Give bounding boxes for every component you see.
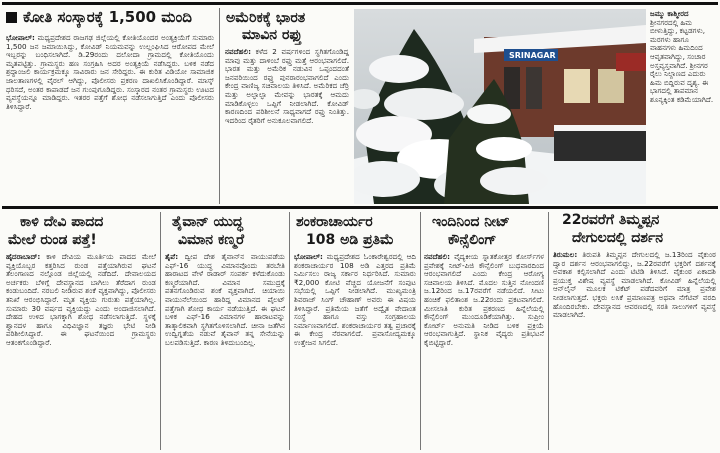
column-divider — [420, 212, 421, 450]
dateline: ಭೋಪಾಲ್: — [294, 253, 323, 261]
article-body: ಮಧ್ಯಪ್ರದೇಶದ ರಾಜಗಢ ಜಿಲ್ಲೆಯಲ್ಲಿ ಕೋತಿಯೊಂದರ ಅಂತ್ಯಕ್ರಿಯೆಗೆ ಸುಮಾರು 1,500 ಜನ ಜಮಾಯಿಸಿದ್ದು, ಕೋವಿಡ್ ನಿಯಮವನ್ನು ಉಲ್ಲಂಘಿಸಿದ ಆರೋಪದ ಮೇಲೆ ಇಬ್ಬರನ್ನು ಬಂಧಿಸಲಾಗಿದೆ. ಡಿ.29ರಂದು ದಲೋದಾ ಗ್ರಾಮದಲ್ಲಿ ಕೋತಿಯೊಂದು ಮೃತಪಟ್ಟಿತ್ತು. ಗ್ರಾಮಸ್ಥರು ಹಣ ಸಂಗ್ರಹಿಸಿ ಅದರ ಅಂತ್ಯಕ್ರಿಯೆ ನಡೆಸಿದ್ದರು. ಬಳಿಕ ನಡೆದ ಶ್ರದ್ಧಾಂಜಲಿ ಕಾರ್ಯಕ್ರಮಕ್ಕೂ ಸಾವಿರಾರು ಜನ ಸೇರಿದ್ದರು. ಈ ಕುರಿತ ವಿಡಿಯೋ ಸಾಮಾಜಿಕ ಜಾಲತಾಣಗಳಲ್ಲಿ ವೈರಲ್ ಆಗಿದ್ದು, ಪೊಲೀಸರು ಪ್ರಕರಣ ದಾಖಲಿಸಿಕೊಂಡಿದ್ದಾರೆ. ಮಾಸ್ಕ್ ಧರಿಸದೆ, ಅಂತರ ಕಾಪಾಡದೆ ಜನ ಗುಂಪುಗೂಡಿದ್ದರು. ಸಂಸ್ಕಾರದ ನಂತರ ಗ್ರಾಮಸ್ಥರು ಊಟದ ವ್ಯವಸ್ಥೆಯನ್ನೂ ಮಾಡಿದ್ದರು. ಇತರರ ಪತ್ತೆಗೆ ಶೋಧ ನಡೆಸಲಾಗುತ್ತಿದೆ ಎಂದು ಪೊಲೀಸರು ತಿಳಿಸಿದ್ದಾರೆ. — [6, 34, 214, 111]
article-taiwan-jet — [165, 253, 285, 451]
headline-line-1: ಶಂಕರಾಚಾರ್ಯರ — [296, 214, 373, 230]
headline-line-1: ಇಂದಿನಿಂದ ನೀಟ್ — [432, 214, 510, 230]
article-body: ದ್ವೀಪ ದೇಶ ತೈವಾನ್‌ನ ವಾಯುಪಡೆಯ ಎಫ್-16 ಯುದ್ಧ ವಿಮಾನವೊಂದು ತರಬೇತಿ ಹಾರಾಟದ ವೇಳೆ ರಾಡಾರ್ ಸಂಪರ್ಕ ಕಳೆದುಕೊಂಡು ಕಣ್ಮರೆಯಾಗಿದೆ. ವಿಮಾನ ಸಮುದ್ರಕ್ಕೆ ಪತನಗೊಂಡಿರುವ ಶಂಕೆ ವ್ಯಕ್ತವಾಗಿದೆ. ಚಿಯಾಯಿ ವಾಯುನೆಲೆಯಿಂದ ಹಾರಿದ್ದ ವಿಮಾನದ ಪೈಲಟ್ ಪತ್ತೆಗಾಗಿ ಶೋಧ ಕಾರ್ಯ ನಡೆಯುತ್ತಿದೆ. ಈ ಘಟನೆ ಬಳಿಕ ಎಫ್-16 ವಿಮಾನಗಳ ಹಾರಾಟವನ್ನು ತಾತ್ಕಾಲಿಕವಾಗಿ ಸ್ಥಗಿತಗೊಳಿಸಲಾಗಿದೆ. ಚೀನಾ ಜತೆಗಿನ ಉದ್ವಿಗ್ನತೆಯ ನಡುವೆ ತೈವಾನ್ ತನ್ನ ಸೇನೆಯನ್ನು ಬಲಪಡಿಸುತ್ತಿದೆ. ಕಾರಣ ತಿಳಿದುಬಂದಿಲ್ಲ. — [165, 253, 285, 347]
headline-line-2: ದೇಗುಲದಲ್ಲಿ ದರ್ಶನ — [572, 230, 663, 246]
snow-photo — [354, 9, 646, 204]
column-divider — [548, 212, 549, 450]
headline-line-2: ಕೌನ್ಸೆಲಿಂಗ್ — [448, 232, 497, 248]
station-sign: SRINAGAR — [509, 51, 556, 60]
headline-text: ಕೋತಿ ಸಂಸ್ಕಾರಕ್ಕೆ 1,500 ಮಂದಿ — [23, 8, 192, 26]
column-divider — [160, 212, 161, 450]
headline-line-2: 108 ಅಡಿ ಪ್ರತಿಮೆ — [306, 232, 394, 248]
article-body: ಕಾಳಿ ದೇವಿಯ ಮೂರ್ತಿಯ ಪಾದದ ಮೇಲೆ ವ್ಯಕ್ತಿಯೊಬ್ಬರ ಕತ್ತರಿಸಿದ ರುಂಡ ಪತ್ತೆಯಾಗಿರುವ ಘಟನೆ ತೆಲಂಗಾಣದ ನಲ್ಗೊಂಡ ಜಿಲ್ಲೆಯಲ್ಲಿ ನಡೆದಿದೆ. ದೇವಾಲಯದ ಅರ್ಚಕರು ಬೆಳಿಗ್ಗೆ ದೇವಸ್ಥಾನದ ಬಾಗಿಲು ತೆರೆದಾಗ ರುಂಡ ಕಂಡುಬಂದಿದೆ. ನರಬಲಿ ನೀಡಿರುವ ಶಂಕೆ ವ್ಯಕ್ತವಾಗಿದ್ದು, ಪೊಲೀಸರು ತನಿಖೆ ಆರಂಭಿಸಿದ್ದಾರೆ. ಮೃತ ವ್ಯಕ್ತಿಯ ಗುರುತು ಪತ್ತೆಯಾಗಿಲ್ಲ. ಸುಮಾರು 30 ವರ್ಷದ ವ್ಯಕ್ತಿಯದ್ದು ಎಂದು ಅಂದಾಜಿಸಲಾಗಿದೆ. ದೇಹದ ಉಳಿದ ಭಾಗಕ್ಕಾಗಿ ಶೋಧ ನಡೆಸಲಾಗುತ್ತಿದೆ. ಸ್ಥಳಕ್ಕೆ ಶ್ವಾನದಳ ಹಾಗೂ ವಿಧಿವಿಜ್ಞಾನ ತಜ್ಞರು ಭೇಟಿ ನೀಡಿ ಪರಿಶೀಲಿಸಿದ್ದಾರೆ. ಈ ಘಟನೆಯಿಂದ ಗ್ರಾಮಸ್ಥರು ಆತಂಕಗೊಂಡಿದ್ದಾರೆ. — [6, 253, 156, 347]
top-rule — [2, 2, 718, 5]
dateline: ಹೈದರಾಬಾದ್: — [6, 253, 41, 261]
photo-caption — [650, 10, 716, 202]
headline-taiwan-jet — [172, 213, 244, 249]
dateline: ತಿರುಮಲ: — [553, 251, 578, 259]
dateline: ತೈಪೆ: — [165, 253, 179, 261]
headline-bullet — [6, 12, 17, 23]
headline-line-1: ತೈವಾನ್ ಯುದ್ಧ — [172, 214, 244, 230]
article-tirumala-darshan — [553, 251, 716, 451]
headline-kali-temple — [8, 213, 103, 249]
dateline: ನವದೆಹಲಿ: — [225, 48, 251, 56]
headline-tirumala-darshan — [562, 211, 663, 247]
headline-line-2: ವಿಮಾನ ಕಣ್ಮರೆ — [178, 232, 245, 248]
headline-line-1: 22ರವರೆಗೆ ತಿಮ್ಮಪ್ಪನ — [562, 212, 660, 228]
article-shankaracharya — [294, 253, 416, 451]
dateline: ಭೋಪಾಲ್: — [6, 34, 35, 42]
headline-line-1: ಕಾಳಿ ದೇವಿ ಪಾದದ — [20, 214, 104, 230]
article-body: ವೈದ್ಯಕೀಯ ಸ್ನಾತಕೋತ್ತರ ಕೋರ್ಸ್‌ಗಳ ಪ್ರವೇಶಕ್ಕೆ ನೀಟ್-ಪಿಜಿ ಕೌನ್ಸೆಲಿಂಗ್ ಬುಧವಾರದಿಂದ ಆರಂಭವಾಗಲಿದೆ ಎಂದು ಕೇಂದ್ರ ಆರೋಗ್ಯ ಸಚಿವಾಲಯ ತಿಳಿಸಿದೆ. ಮೊದಲ ಸುತ್ತಿನ ನೋಂದಣಿ ಜ.12ರಿಂದ ಜ.17ರವರೆಗೆ ನಡೆಯಲಿದೆ. ಸೀಟು ಹಂಚಿಕೆ ಫಲಿತಾಂಶ ಜ.22ರಂದು ಪ್ರಕಟವಾಗಲಿದೆ. ಮೀಸಲಾತಿ ಕುರಿತ ಪ್ರಕರಣದ ಹಿನ್ನೆಲೆಯಲ್ಲಿ ಕೌನ್ಸೆಲಿಂಗ್ ಮುಂದೂಡಿಕೆಯಾಗಿತ್ತು. ಸುಪ್ರೀಂ ಕೋರ್ಟ್ ಅನುಮತಿ ನೀಡಿದ ಬಳಿಕ ಪ್ರಕ್ರಿಯೆ ಆರಂಭವಾಗುತ್ತಿದೆ. ಸ್ಥಾನಿಕ ವೈದ್ಯರು ಪ್ರತಿಭಟನೆ ಕೈಬಿಟ್ಟಿದ್ದಾರೆ. — [424, 253, 544, 347]
article-mango-export — [225, 48, 349, 204]
headline-line-2: ಮಾವಿನ ರಫ್ತು — [242, 27, 302, 43]
headline-neet-counselling — [432, 213, 510, 249]
snow-scene-illustration — [354, 9, 646, 204]
article-body: ಕಳೆದ 2 ವರ್ಷಗಳಿಂದ ಸ್ಥಗಿತಗೊಂಡಿದ್ದ ಮಾವು ಮತ್ತು ದಾಳಿಂಬೆ ರಫ್ತು ಮತ್ತೆ ಆರಂಭವಾಗಲಿದೆ. ಭಾರತ ಮತ್ತು ಅಮೆರಿಕ ನಡುವಿನ ಒಪ್ಪಂದದಂತೆ ಜನವರಿಯಿಂದ ರಫ್ತು ಪುನರಾರಂಭವಾಗಲಿದೆ ಎಂದು ಕೇಂದ್ರ ವಾಣಿಜ್ಯ ಸಚಿವಾಲಯ ತಿಳಿಸಿದೆ. ಅಮೆರಿಕದ ಚೆರ್ರಿ ಮತ್ತು ಅಲ್ಫಾಲ್ಫಾ ಮೇವನ್ನು ಭಾರತಕ್ಕೆ ಆಮದು ಮಾಡಿಕೊಳ್ಳಲು ಒಪ್ಪಿಗೆ ನೀಡಲಾಗಿದೆ. ಕೋವಿಡ್ ಕಾರಣದಿಂದ ಪರಿಶೀಲನೆ ಸಾಧ್ಯವಾಗದೆ ರಫ್ತು ನಿಂತಿತ್ತು. ಇದರಿಂದ ರೈತರಿಗೆ ಅನುಕೂಲವಾಗಲಿದೆ. — [225, 48, 349, 125]
headline-monkey-funeral — [6, 10, 192, 26]
article-monkey-funeral — [6, 34, 214, 204]
article-body: ತಿರುಪತಿ ತಿಮ್ಮಪ್ಪನ ದೇಗುಲದಲ್ಲಿ ಜ.13ರಿಂದ ವೈಕುಂಠ ದ್ವಾರ ದರ್ಶನ ಆರಂಭವಾಗಲಿದ್ದು, ಜ.22ರವರೆಗೆ ಭಕ್ತರಿಗೆ ದರ್ಶನಕ್ಕೆ ಅವಕಾಶ ಕಲ್ಪಿಸಲಾಗಿದೆ ಎಂದು ಟಿಟಿಡಿ ತಿಳಿಸಿದೆ. ವೈಕುಂಠ ಏಕಾದಶಿ ಪ್ರಯುಕ್ತ ವಿಶೇಷ ವ್ಯವಸ್ಥೆ ಮಾಡಲಾಗಿದೆ. ಕೋವಿಡ್ ಹಿನ್ನೆಲೆಯಲ್ಲಿ ಆನ್‌ಲೈನ್ ಮೂಲಕ ಟಿಕೆಟ್ ಪಡೆದವರಿಗೆ ಮಾತ್ರ ಪ್ರವೇಶ ನೀಡಲಾಗುತ್ತದೆ. ಭಕ್ತರು ಲಸಿಕೆ ಪ್ರಮಾಣಪತ್ರ ಅಥವಾ ನೆಗೆಟಿವ್ ವರದಿ ಹೊಂದಿರಬೇಕು. ದೇವಸ್ಥಾನದ ಆವರಣದಲ್ಲಿ ಸರತಿ ಸಾಲುಗಳಿಗೆ ವ್ಯವಸ್ಥೆ ಮಾಡಲಾಗಿದೆ. — [553, 251, 716, 320]
dateline: ನವದೆಹಲಿ: — [424, 253, 450, 261]
headline-line-1: ಅಮೆರಿಕಕ್ಕೆ ಭಾರತ — [226, 10, 306, 26]
caption-text: ಶ್ರೀನಗರದಲ್ಲಿ ಹಿಮ ಬೀಳುತ್ತಿದ್ದು, ಕಟ್ಟಡಗಳು, ಮರಗಳು ಹಾಗೂ ವಾಹನಗಳು ಹಿಮದಿಂದ ಆವೃತವಾಗಿದ್ದು, ಸಂಚಾರ ಅಸ್ತವ್ಯಸ್ತವಾಗಿದೆ. ಶ್ರೀನಗರ ರೈಲು ನಿಲ್ದಾಣದ ಎದುರು ಹಿಮ ಬಿದ್ದಿರುವ ದೃಶ್ಯ. ಈ ಭಾಗದಲ್ಲಿ ತಾಪಮಾನ ಶೂನ್ಯಕ್ಕಿಂತ ಕಡಿಮೆಯಾಗಿದೆ. — [650, 17, 714, 104]
middle-rule — [2, 206, 718, 209]
column-divider — [289, 212, 290, 450]
headline-line-2: ಮೇಲೆ ರುಂಡ ಪತ್ತೆ! — [8, 232, 97, 248]
column-divider — [219, 8, 220, 204]
caption-lead: ಜಮ್ಮು ಕಾಶ್ಮೀರದ — [650, 10, 689, 18]
article-kali-temple — [6, 253, 156, 451]
article-body: ಮಧ್ಯಪ್ರದೇಶದ ಓಂಕಾರೇಶ್ವರದಲ್ಲಿ ಆದಿ ಶಂಕರಾಚಾರ್ಯರ 108 ಅಡಿ ಎತ್ತರದ ಪ್ರತಿಮೆ ನಿರ್ಮಿಸಲು ರಾಜ್ಯ ಸರ್ಕಾರ ನಿರ್ಧರಿಸಿದೆ. ಸುಮಾರು ₹2,000 ಕೋಟಿ ವೆಚ್ಚದ ಯೋಜನೆಗೆ ಸಂಪುಟ ಸಭೆಯಲ್ಲಿ ಒಪ್ಪಿಗೆ ನೀಡಲಾಗಿದೆ. ಮುಖ್ಯಮಂತ್ರಿ ಶಿವರಾಜ್ ಸಿಂಗ್ ಚೌಹಾಣ್ ಅವರು ಈ ವಿಷಯ ತಿಳಿಸಿದ್ದಾರೆ. ಪ್ರತಿಮೆಯ ಜತೆಗೆ ಅದ್ವೈತ ವೇದಾಂತ ಸಂಸ್ಥೆ ಹಾಗೂ ವಸ್ತು ಸಂಗ್ರಹಾಲಯ ನಿರ್ಮಾಣವಾಗಲಿದೆ. ಶಂಕರಾಚಾರ್ಯರ ತತ್ವ ಪ್ರಚಾರಕ್ಕೆ ಈ ಕೇಂದ್ರ ನೆರವಾಗಲಿದೆ. ಪ್ರವಾಸೋದ್ಯಮಕ್ಕೂ ಉತ್ತೇಜನ ಸಿಗಲಿದೆ. — [294, 253, 416, 347]
headline-mango-export — [226, 10, 305, 44]
headline-shankaracharya — [296, 213, 394, 249]
article-neet-counselling — [424, 253, 544, 451]
